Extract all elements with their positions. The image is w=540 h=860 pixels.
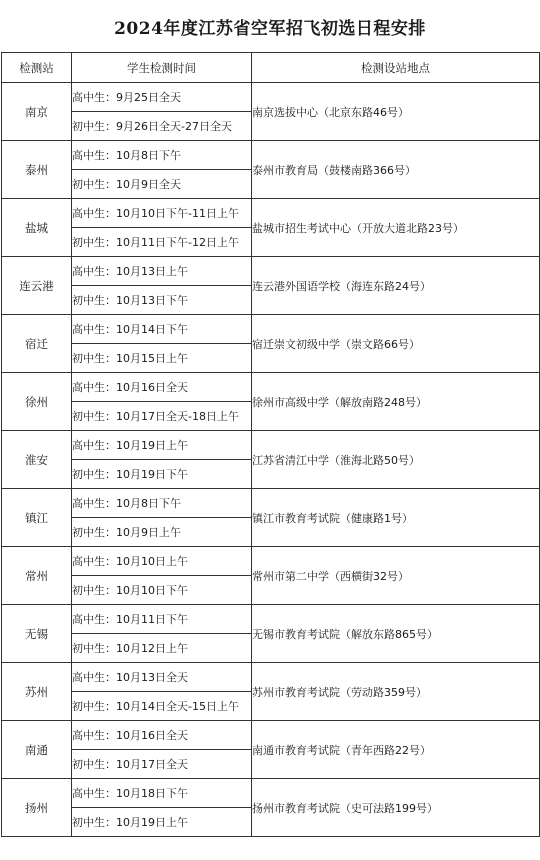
high-school-time: 高中生：10月14日下午 [72,315,252,344]
test-location: 镇江市教育考试院（健康路1号） [252,489,540,547]
table-row [2,721,540,750]
test-location: 江苏省清江中学（淮海北路50号） [252,431,540,489]
high-school-time: 高中生：10月8日下午 [72,489,252,518]
middle-school-time: 初中生：10月12日上午 [72,634,252,663]
middle-school-time: 初中生：10月9日上午 [72,518,252,547]
middle-school-time: 初中生：10月19日上午 [72,808,252,837]
high-school-time: 高中生：10月18日下午 [72,779,252,808]
table-row [2,83,540,112]
station-name: 宿迁 [2,315,72,373]
test-location: 常州市第二中学（西横街32号） [252,547,540,605]
middle-school-time: 初中生：9月26日全天-27日全天 [72,112,252,141]
high-school-time: 高中生：10月13日上午 [72,257,252,286]
high-school-time: 高中生：10月11日下午 [72,605,252,634]
station-name: 泰州 [2,141,72,199]
middle-school-time: 初中生：10月13日下午 [72,286,252,315]
table-row [2,141,540,170]
high-school-time: 高中生：9月25日全天 [72,83,252,112]
test-location: 扬州市教育考试院（史可法路199号） [252,779,540,837]
high-school-time: 高中生：10月19日上午 [72,431,252,460]
header-location: 检测设站地点 [252,53,540,83]
table-row [2,199,540,228]
test-location: 无锡市教育考试院（解放东路865号） [252,605,540,663]
high-school-time: 高中生：10月16日全天 [72,721,252,750]
middle-school-time: 初中生：10月9日全天 [72,170,252,199]
station-name: 镇江 [2,489,72,547]
station-name: 常州 [2,547,72,605]
test-location: 连云港外国语学校（海连东路24号） [252,257,540,315]
schedule-table [1,52,540,837]
middle-school-time: 初中生：10月10日下午 [72,576,252,605]
test-location: 宿迁崇文初级中学（崇文路66号） [252,315,540,373]
station-name: 南京 [2,83,72,141]
table-row [2,547,540,576]
station-name: 盐城 [2,199,72,257]
test-location: 盐城市招生考试中心（开放大道北路23号） [252,199,540,257]
high-school-time: 高中生：10月13日全天 [72,663,252,692]
high-school-time: 高中生：10月10日上午 [72,547,252,576]
station-name: 无锡 [2,605,72,663]
station-name: 南通 [2,721,72,779]
table-row [2,663,540,692]
test-location: 南京选拔中心（北京东路46号） [252,83,540,141]
high-school-time: 高中生：10月16日全天 [72,373,252,402]
table-row [2,605,540,634]
test-location: 南通市教育考试院（青年西路22号） [252,721,540,779]
table-header-row [2,53,540,83]
station-name: 淮安 [2,431,72,489]
middle-school-time: 初中生：10月17日全天 [72,750,252,779]
station-name: 连云港 [2,257,72,315]
table-row [2,431,540,460]
table-row [2,489,540,518]
middle-school-time: 初中生：10月14日全天-15日上午 [72,692,252,721]
test-location: 徐州市高级中学（解放南路248号） [252,373,540,431]
table-row [2,373,540,402]
table-row [2,315,540,344]
station-name: 徐州 [2,373,72,431]
header-time: 学生检测时间 [72,53,252,83]
high-school-time: 高中生：10月8日下午 [72,141,252,170]
middle-school-time: 初中生：10月15日上午 [72,344,252,373]
page-title: 2024年度江苏省空军招飞初选日程安排 [114,18,426,39]
high-school-time: 高中生：10月10日下午-11日上午 [72,199,252,228]
middle-school-time: 初中生：10月17日全天-18日上午 [72,402,252,431]
middle-school-time: 初中生：10月11日下午-12日上午 [72,228,252,257]
test-location: 苏州市教育考试院（劳动路359号） [252,663,540,721]
station-name: 苏州 [2,663,72,721]
middle-school-time: 初中生：10月19日下午 [72,460,252,489]
table-row [2,779,540,808]
test-location: 泰州市教育局（鼓楼南路366号） [252,141,540,199]
header-station: 检测站 [2,53,72,83]
station-name: 扬州 [2,779,72,837]
table-row [2,257,540,286]
